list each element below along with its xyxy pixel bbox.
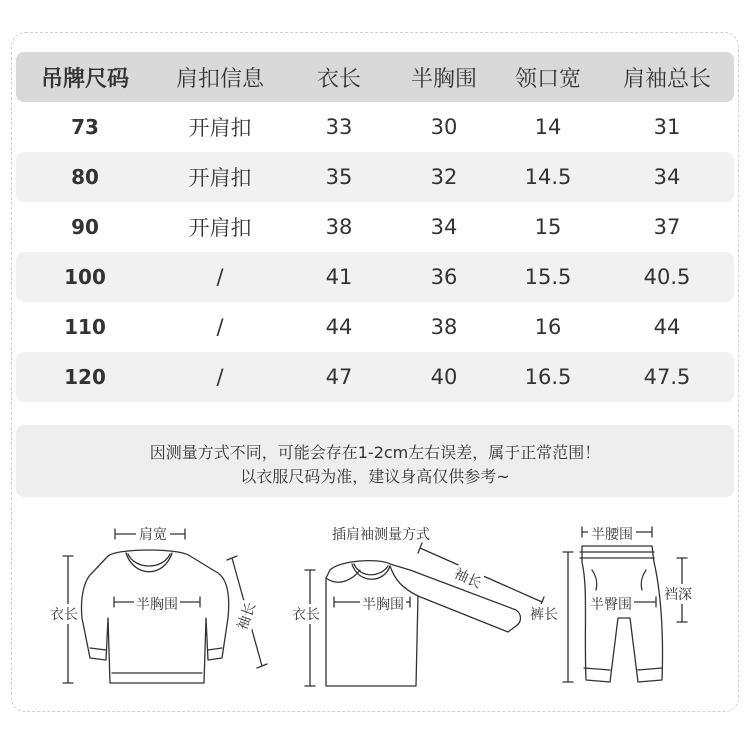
cell-shoulder-button: 开肩扣 (154, 152, 286, 202)
measurement-note (16, 425, 734, 497)
header-half-chest: 半胸围 (392, 52, 496, 102)
cell-shoulder-button: 开肩扣 (188, 216, 252, 240)
note-line-2: 以衣服尺码为准，建议身高仅供参考~ (240, 467, 510, 486)
label-sweater-chest: 半胸围 (134, 594, 180, 614)
label-sweater-sleeve: 袖长 (232, 599, 260, 632)
cell-length: 38 (325, 215, 353, 239)
table-row (16, 302, 734, 352)
label-raglan-sleeve: 袖长 (451, 563, 485, 593)
label-pants-length: 裤长 (530, 604, 558, 624)
cell-neck-width: 14.5 (496, 152, 600, 202)
raglan-shirt-icon (305, 543, 544, 686)
cell-neck-width: 16.5 (496, 352, 600, 402)
cell-neck-width: 15 (534, 215, 562, 239)
label-raglan-title: 插肩袖测量方式 (332, 527, 430, 543)
header-shoulder-sleeve: 肩袖总长 (600, 52, 734, 102)
cell-shoulder-sleeve: 44 (653, 315, 681, 339)
cell-shoulder-sleeve: 34 (600, 152, 734, 202)
cell-half-chest: 30 (430, 115, 458, 139)
cell-half-chest: 40 (392, 352, 496, 402)
cell-length: 47 (286, 352, 392, 402)
cell-neck-width: 15.5 (496, 252, 600, 302)
cell-half-chest: 32 (392, 152, 496, 202)
note-line-1: 因测量方式不同，可能会存在1-2cm左右误差，属于正常范围！ (149, 443, 601, 462)
cell-neck-width: 16 (534, 315, 562, 339)
cell-shoulder-button: / (216, 315, 224, 339)
cell-size: 110 (64, 315, 106, 339)
cell-size: 80 (16, 152, 154, 202)
cell-length: 33 (325, 115, 353, 139)
cell-half-chest: 38 (430, 315, 458, 339)
cell-half-chest: 34 (430, 215, 458, 239)
label-rise: 裆深 (664, 584, 692, 604)
cell-half-chest: 36 (392, 252, 496, 302)
table-header-row (16, 52, 734, 102)
label-half-waist: 半腰围 (588, 524, 636, 544)
cell-length: 35 (286, 152, 392, 202)
header-neck-width: 领口宽 (496, 52, 600, 102)
cell-size: 120 (16, 352, 154, 402)
table-row (16, 252, 734, 302)
table-row (16, 202, 734, 252)
label-half-thigh: 半臀围 (588, 594, 634, 614)
cell-shoulder-sleeve: 40.5 (600, 252, 734, 302)
cell-length: 44 (325, 315, 353, 339)
cell-size: 73 (71, 115, 99, 139)
size-table (16, 52, 734, 402)
cell-shoulder-sleeve: 47.5 (600, 352, 734, 402)
label-raglan-length: 衣长 (292, 604, 320, 624)
cell-shoulder-button: / (154, 252, 286, 302)
header-length: 衣长 (286, 52, 392, 102)
cell-size: 90 (71, 215, 99, 239)
cell-shoulder-button: 开肩扣 (188, 116, 252, 140)
header-size: 吊牌尺码 (16, 52, 154, 102)
label-shoulder-width: 肩宽 (136, 524, 170, 544)
table-row (16, 152, 734, 202)
measurement-diagrams (30, 518, 720, 698)
cell-shoulder-button: / (154, 352, 286, 402)
cell-neck-width: 14 (534, 115, 562, 139)
label-raglan-chest: 半胸围 (360, 594, 406, 614)
cell-shoulder-sleeve: 31 (653, 115, 681, 139)
cell-size: 100 (16, 252, 154, 302)
cell-shoulder-sleeve: 37 (653, 215, 681, 239)
cell-length: 41 (286, 252, 392, 302)
table-row (16, 352, 734, 402)
header-shoulder-button: 肩扣信息 (154, 52, 286, 102)
table-row (16, 102, 734, 152)
label-sweater-length: 衣长 (50, 604, 78, 624)
